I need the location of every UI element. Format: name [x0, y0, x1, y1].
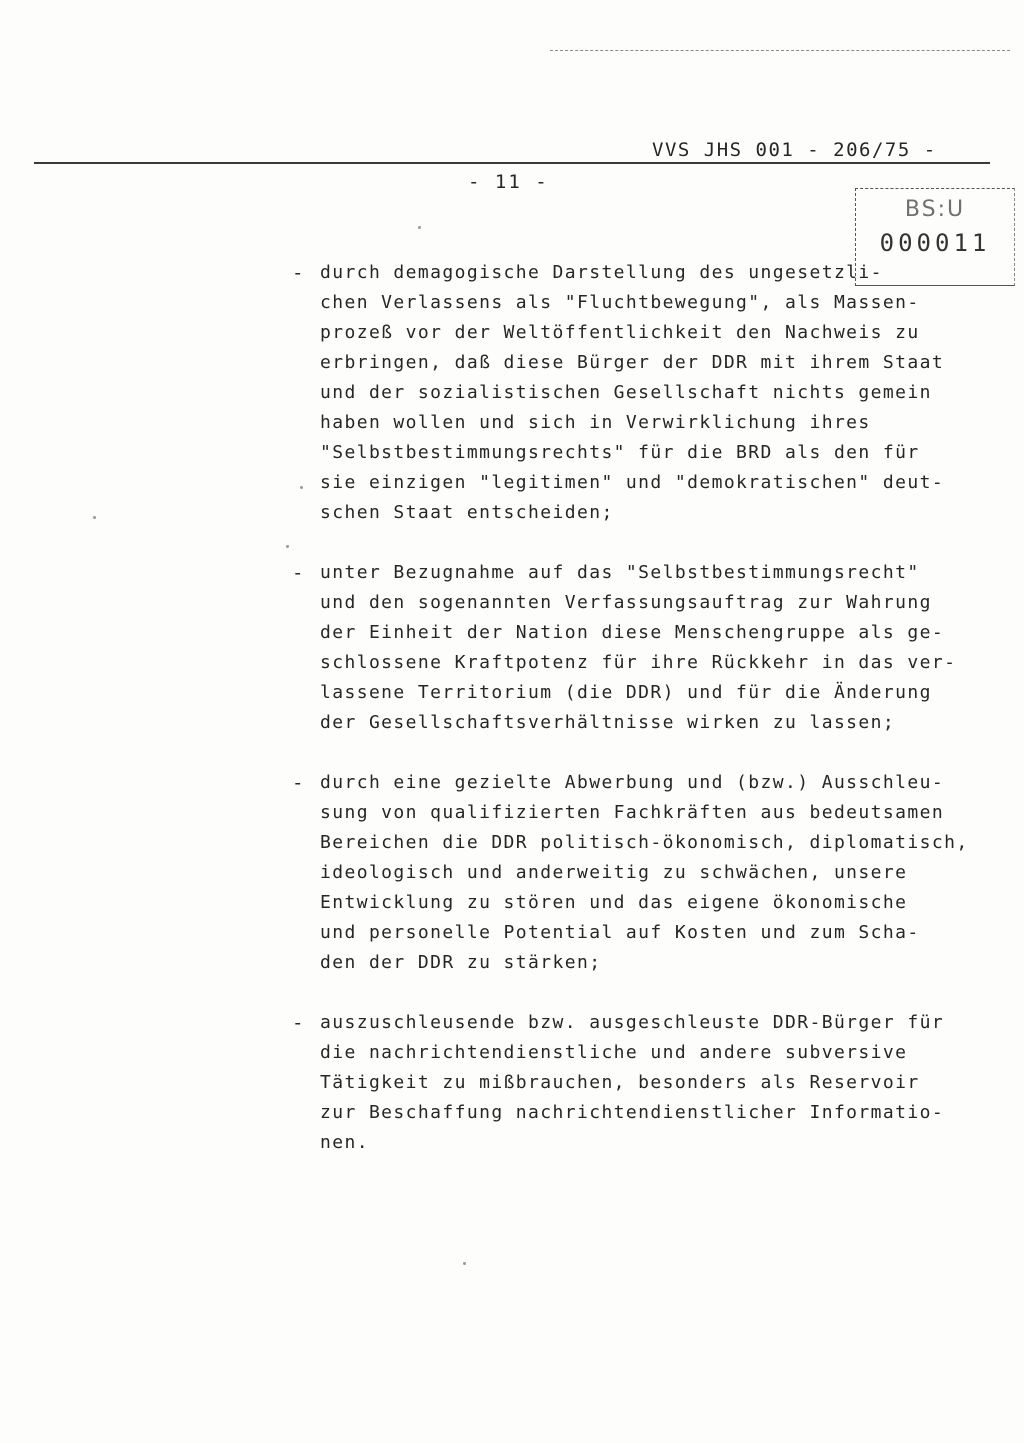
- list-item: [292, 1008, 992, 1158]
- header-rule: [34, 162, 990, 164]
- text-line: lassene Territorium (die DDR) und für die Änderung: [320, 682, 932, 703]
- paper-speck: [286, 545, 289, 548]
- stamp-title: BS:U: [904, 197, 966, 222]
- dash-bullet: -: [292, 1012, 304, 1034]
- text-line: der Gesellschaftsverhältnisse wirken zu lassen;: [320, 712, 896, 733]
- dash-bullet: -: [292, 772, 304, 794]
- text-line: haben wollen und sich in Verwirklichung ihres: [320, 412, 871, 433]
- dash-bullet: -: [292, 262, 304, 284]
- text-line: schen Staat entscheiden;: [320, 502, 614, 523]
- text-line: die nachrichtendienstliche und andere subversive: [320, 1042, 908, 1063]
- dash-bullet: -: [292, 562, 304, 584]
- text-line: chen Verlassens als "Fluchtbewegung", als Massen-: [320, 292, 920, 313]
- stamp-number: 000011: [879, 229, 991, 257]
- text-line: Entwicklung zu stören und das eigene ökonomische: [320, 892, 908, 913]
- text-line: schlossene Kraftpotenz für ihre Rückkehr in das ver-: [320, 652, 957, 673]
- text-line: nen.: [320, 1132, 369, 1153]
- text-line: und der sozialistischen Gesellschaft nichts gemein: [320, 382, 932, 403]
- text-line: und personelle Potential auf Kosten und zum Scha-: [320, 922, 920, 943]
- bullet-list: [292, 258, 992, 1188]
- text-line: durch eine gezielte Abwerbung und (bzw.) Ausschleu-: [320, 772, 945, 793]
- text-line: zur Beschaffung nachrichtendienstlicher Informatio-: [320, 1102, 945, 1123]
- page-number: - 11 -: [468, 171, 549, 193]
- text-line: unter Bezugnahme auf das "Selbstbestimmungsrecht": [320, 562, 920, 583]
- text-line: durch demagogische Darstellung des ungesetzli-: [320, 262, 883, 283]
- text-line: ideologisch und anderweitig zu schwächen, unsere: [320, 862, 908, 883]
- text-line: erbringen, daß diese Bürger der DDR mit ihrem Staat: [320, 352, 945, 373]
- text-line: auszuschleusende bzw. ausgeschleuste DDR-Bürger für: [320, 1012, 945, 1033]
- text-line: "Selbstbestimmungsrechts" für die BRD als den für: [320, 442, 920, 463]
- text-line: und den sogenannten Verfassungsauftrag zur Wahrung: [320, 592, 932, 613]
- paper-speck: [463, 1262, 466, 1265]
- text-line: sie einzigen "legitimen" und "demokratischen" deut-: [320, 472, 945, 493]
- list-item: [292, 558, 992, 738]
- text-line: prozeß vor der Weltöffentlichkeit den Nachweis zu: [320, 322, 920, 343]
- text-line: der Einheit der Nation diese Menschengruppe als ge-: [320, 622, 945, 643]
- text-line: Tätigkeit zu mißbrauchen, besonders als Reservoir: [320, 1072, 920, 1093]
- paper-speck: [418, 226, 421, 229]
- list-item: [292, 258, 992, 528]
- document-code: VVS JHS 001 - 206/75 -: [652, 139, 937, 161]
- text-line: Bereichen die DDR politisch-ökonomisch, diplomatisch,: [320, 832, 969, 853]
- paper-speck: [93, 516, 96, 519]
- top-dashed-rule: [550, 50, 1010, 51]
- text-line: sung von qualifizierten Fachkräften aus bedeutsamen: [320, 802, 945, 823]
- text-line: den der DDR zu stärken;: [320, 952, 602, 973]
- list-item: [292, 768, 992, 978]
